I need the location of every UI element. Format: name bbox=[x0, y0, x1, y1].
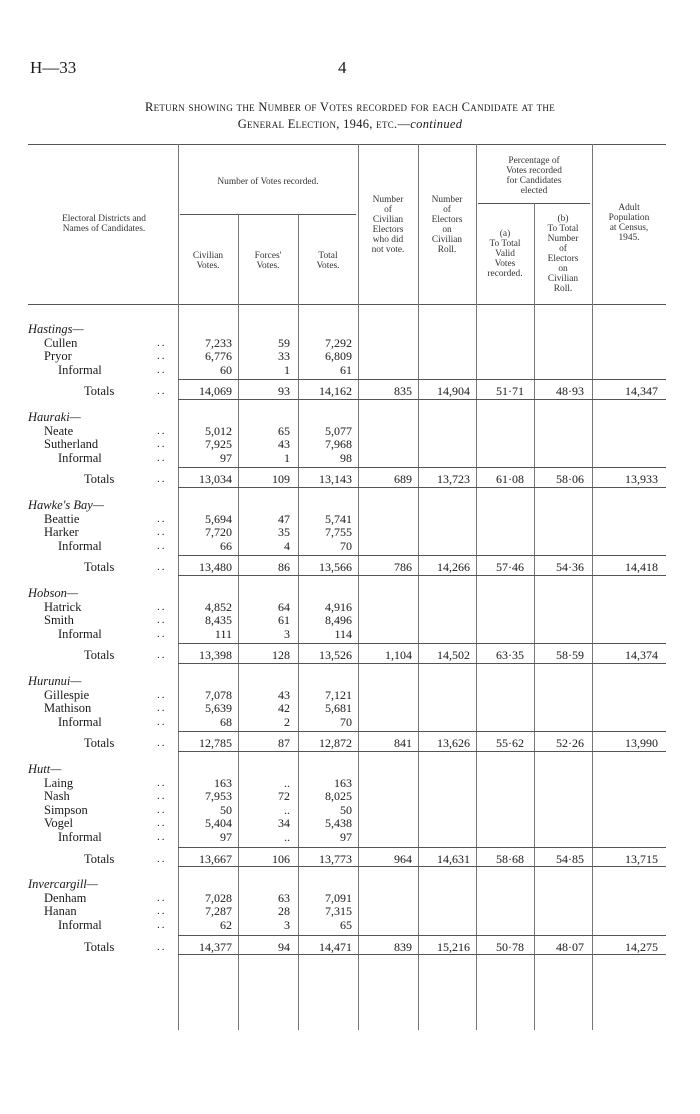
header-percent-electors-line: Number bbox=[547, 234, 579, 244]
header-percentage-group-line: Votes recorded bbox=[506, 166, 562, 176]
header-electors-on-roll bbox=[418, 195, 476, 255]
forces-votes: .. bbox=[284, 802, 290, 817]
header-adult-population-line: 1945. bbox=[618, 233, 640, 243]
header-percent-valid-votes-line: Valid bbox=[495, 249, 515, 259]
totals-percent-electors: 48·07 bbox=[556, 939, 584, 954]
header-number-of-votes bbox=[178, 177, 358, 187]
header-electors-on-roll-line: Civilian bbox=[431, 235, 463, 245]
district-name: Hawke's Bay— bbox=[28, 498, 104, 512]
header-percent-electors-line: of bbox=[559, 244, 567, 254]
totals-label: Totals bbox=[84, 939, 115, 954]
forces-votes: 64 bbox=[278, 599, 290, 614]
totals-forces-votes: 93 bbox=[278, 384, 290, 399]
forces-votes: 33 bbox=[278, 349, 290, 364]
totals-top-rule bbox=[178, 643, 666, 644]
totals-top-rule bbox=[178, 555, 666, 556]
forces-votes: 1 bbox=[284, 362, 290, 377]
total-votes: 65 bbox=[340, 918, 352, 932]
forces-votes: 34 bbox=[278, 816, 290, 831]
totals-did-not-vote: 835 bbox=[394, 384, 412, 399]
forces-votes: .. bbox=[284, 830, 290, 844]
column-rule bbox=[534, 203, 535, 1030]
total-votes: 114 bbox=[334, 626, 352, 641]
header-electors-on-roll-line: of bbox=[443, 205, 451, 215]
totals-percent-valid-votes: 63·35 bbox=[496, 648, 524, 663]
totals-forces-votes: 86 bbox=[278, 560, 290, 575]
leader-dots: .. bbox=[157, 438, 167, 451]
totals-electors-on-roll: 14,266 bbox=[437, 560, 470, 575]
header-number-of-votes-line: Number of Votes recorded. bbox=[217, 177, 319, 187]
leader-dots: .. bbox=[157, 919, 167, 931]
header-did-not-vote bbox=[358, 195, 418, 255]
totals-electors-on-roll: 14,502 bbox=[437, 648, 470, 663]
totals-civilian-votes: 13,667 bbox=[199, 851, 232, 866]
totals-forces-votes: 109 bbox=[272, 472, 290, 487]
leader-dots: .. bbox=[157, 817, 167, 830]
header-percent-valid-votes-line: (a) bbox=[499, 229, 511, 239]
header-top-rule bbox=[28, 144, 666, 145]
candidate-name: Vogel bbox=[44, 816, 73, 831]
candidate-name: Informal bbox=[58, 362, 102, 377]
header-percent-electors bbox=[534, 214, 592, 294]
leader-dots: .. bbox=[157, 363, 167, 376]
header-percent-valid-votes-line: Votes bbox=[494, 259, 516, 269]
candidate-name: Cullen bbox=[44, 335, 78, 350]
district-name: Hurunui— bbox=[28, 674, 82, 688]
district-name: Hutt— bbox=[28, 762, 62, 776]
totals-electors-on-roll: 13,626 bbox=[437, 736, 470, 751]
total-votes: 5,438 bbox=[325, 816, 352, 831]
votes-group-rule bbox=[180, 214, 356, 215]
total-votes: 70 bbox=[340, 714, 352, 729]
header-percentage-group bbox=[476, 156, 592, 196]
total-votes: 7,968 bbox=[325, 437, 352, 452]
leader-dots: .. bbox=[157, 905, 167, 918]
header-percent-valid-votes bbox=[476, 229, 534, 279]
totals-did-not-vote: 841 bbox=[394, 736, 412, 751]
header-bottom-rule bbox=[28, 304, 666, 305]
totals-total-votes: 13,143 bbox=[319, 472, 352, 487]
totals-adult-population: 14,347 bbox=[625, 384, 658, 399]
totals-forces-votes: 94 bbox=[278, 939, 290, 954]
header-total-votes-line: Total bbox=[318, 251, 338, 261]
table-title-line-2 bbox=[20, 116, 680, 133]
candidate-name: Denham bbox=[44, 890, 87, 905]
candidate-name: Smith bbox=[44, 613, 74, 628]
civilian-votes: 60 bbox=[220, 362, 232, 377]
candidate-name: Informal bbox=[58, 714, 102, 729]
leader-dots: .. bbox=[157, 512, 167, 525]
totals-adult-population: 14,275 bbox=[625, 939, 658, 954]
forces-votes: 35 bbox=[278, 525, 290, 540]
header-percent-electors-line: Civilian bbox=[547, 274, 579, 284]
candidate-name: Informal bbox=[58, 450, 102, 465]
leader-dots: .. bbox=[157, 561, 167, 574]
table-title-line-1: Return showing the Number of Votes recorded for each Candidate at the bbox=[144, 100, 556, 114]
totals-total-votes: 13,566 bbox=[319, 560, 352, 575]
totals-total-votes: 12,872 bbox=[319, 736, 352, 751]
totals-label: Totals bbox=[84, 851, 115, 866]
civilian-votes: 7,953 bbox=[205, 789, 232, 804]
candidate-name: Simpson bbox=[44, 802, 88, 817]
total-votes: 5,077 bbox=[325, 423, 352, 438]
header-electoral-districts bbox=[36, 214, 172, 234]
candidate-name: Informal bbox=[58, 918, 102, 932]
total-votes: 70 bbox=[340, 538, 352, 553]
total-votes: 98 bbox=[340, 450, 352, 465]
leader-dots: .. bbox=[157, 940, 167, 953]
header-electors-on-roll-line: on bbox=[442, 225, 452, 235]
total-votes: 97 bbox=[340, 830, 352, 844]
totals-label: Totals bbox=[84, 736, 115, 751]
totals-percent-electors: 48·93 bbox=[556, 384, 584, 399]
header-percent-valid-votes-line: To Total bbox=[489, 239, 521, 249]
forces-votes: 43 bbox=[278, 687, 290, 702]
leader-dots: .. bbox=[157, 702, 167, 715]
candidate-name: Sutherland bbox=[44, 437, 99, 452]
header-percent-electors-line: (b) bbox=[557, 214, 569, 224]
totals-did-not-vote: 689 bbox=[394, 472, 412, 487]
forces-votes: 47 bbox=[278, 511, 290, 526]
totals-adult-population: 13,715 bbox=[625, 851, 658, 866]
candidate-name: Hatrick bbox=[44, 599, 82, 614]
candidate-name: Mathison bbox=[44, 701, 92, 716]
totals-total-votes: 14,471 bbox=[319, 939, 352, 954]
leader-dots: .. bbox=[157, 473, 167, 486]
forces-votes: .. bbox=[284, 775, 290, 790]
forces-votes: 3 bbox=[284, 626, 290, 641]
leader-dots: .. bbox=[157, 336, 167, 349]
forces-votes: 59 bbox=[278, 335, 290, 350]
header-total-votes-line: Votes. bbox=[316, 261, 340, 271]
header-electoral-districts-line: Electoral Districts and bbox=[62, 214, 146, 224]
totals-civilian-votes: 14,377 bbox=[199, 939, 232, 954]
leader-dots: .. bbox=[157, 539, 167, 552]
candidate-name: Informal bbox=[58, 626, 102, 641]
totals-bottom-rule bbox=[178, 663, 666, 664]
totals-civilian-votes: 13,398 bbox=[199, 648, 232, 663]
leader-dots: .. bbox=[157, 852, 167, 865]
column-rule bbox=[592, 144, 593, 1030]
header-civilian-votes-line: Votes. bbox=[196, 261, 220, 271]
totals-top-rule bbox=[178, 935, 666, 936]
totals-top-rule bbox=[178, 847, 666, 848]
header-adult-population-line: Population bbox=[608, 213, 650, 223]
civilian-votes: 5,694 bbox=[205, 511, 232, 526]
civilian-votes: 50 bbox=[220, 802, 232, 817]
forces-votes: 4 bbox=[284, 538, 290, 553]
totals-civilian-votes: 12,785 bbox=[199, 736, 232, 751]
civilian-votes: 5,012 bbox=[205, 423, 232, 438]
civilian-votes: 4,852 bbox=[205, 599, 232, 614]
district-name: Invercargill— bbox=[28, 877, 98, 892]
column-rule bbox=[418, 144, 419, 1030]
district-name: Hauraki— bbox=[28, 410, 81, 424]
leader-dots: .. bbox=[157, 737, 167, 750]
totals-adult-population: 14,418 bbox=[625, 560, 658, 575]
header-did-not-vote-line: of bbox=[384, 205, 392, 215]
totals-adult-population: 14,374 bbox=[625, 648, 658, 663]
header-forces-votes-line: Forces' bbox=[254, 251, 282, 261]
totals-label: Totals bbox=[84, 384, 115, 399]
district-name: Hastings— bbox=[28, 322, 84, 336]
totals-total-votes: 13,526 bbox=[319, 648, 352, 663]
title-continued: continued bbox=[410, 117, 463, 131]
civilian-votes: 7,028 bbox=[205, 890, 232, 905]
total-votes: 7,292 bbox=[325, 335, 352, 350]
header-percent-electors-line: To Total bbox=[547, 224, 579, 234]
totals-total-votes: 14,162 bbox=[319, 384, 352, 399]
totals-label: Totals bbox=[84, 472, 115, 487]
header-electors-on-roll-line: Electors bbox=[431, 215, 463, 225]
totals-forces-votes: 106 bbox=[272, 851, 290, 866]
leader-dots: .. bbox=[157, 600, 167, 613]
forces-votes: 65 bbox=[278, 423, 290, 438]
total-votes: 5,681 bbox=[325, 701, 352, 716]
totals-electors-on-roll: 15,216 bbox=[437, 939, 470, 954]
totals-forces-votes: 128 bbox=[272, 648, 290, 663]
candidate-name: Gillespie bbox=[44, 687, 90, 702]
civilian-votes: 7,287 bbox=[205, 904, 232, 919]
leader-dots: .. bbox=[157, 715, 167, 728]
header-did-not-vote-line: Electors bbox=[372, 225, 404, 235]
header-percentage-group-line: elected bbox=[520, 186, 548, 196]
totals-percent-valid-votes: 57·46 bbox=[496, 560, 524, 575]
civilian-votes: 7,233 bbox=[205, 335, 232, 350]
page-number: 4 bbox=[338, 58, 347, 77]
header-did-not-vote-line: who did bbox=[372, 235, 404, 245]
total-votes: 7,121 bbox=[325, 687, 352, 702]
header-forces-votes bbox=[238, 251, 298, 271]
header-percent-valid-votes-line: recorded. bbox=[487, 269, 523, 279]
forces-votes: 42 bbox=[278, 701, 290, 716]
header-electoral-districts-line: Names of Candidates. bbox=[62, 224, 146, 234]
totals-bottom-rule bbox=[178, 399, 666, 400]
forces-votes: 61 bbox=[278, 613, 290, 628]
civilian-votes: 163 bbox=[214, 775, 232, 790]
leader-dots: .. bbox=[157, 891, 167, 904]
header-percentage-group-line: Percentage of bbox=[508, 156, 560, 166]
candidate-name: Laing bbox=[44, 775, 74, 790]
civilian-votes: 97 bbox=[220, 830, 232, 844]
total-votes: 7,315 bbox=[325, 904, 352, 919]
header-did-not-vote-line: Civilian bbox=[372, 215, 404, 225]
leader-dots: .. bbox=[157, 776, 167, 789]
totals-electors-on-roll: 14,904 bbox=[437, 384, 470, 399]
total-votes: 6,809 bbox=[325, 349, 352, 364]
totals-did-not-vote: 839 bbox=[394, 939, 412, 954]
civilian-votes: 62 bbox=[220, 918, 232, 932]
candidate-name: Beattie bbox=[44, 511, 80, 526]
totals-bottom-rule bbox=[178, 751, 666, 752]
leader-dots: .. bbox=[157, 614, 167, 627]
totals-percent-valid-votes: 51·71 bbox=[496, 384, 524, 399]
totals-did-not-vote: 1,104 bbox=[385, 648, 412, 663]
header-forces-votes-line: Votes. bbox=[256, 261, 280, 271]
district-name: Hobson— bbox=[28, 586, 79, 600]
header-adult-population-line: at Census, bbox=[609, 223, 649, 233]
total-votes: 8,025 bbox=[325, 789, 352, 804]
totals-electors-on-roll: 13,723 bbox=[437, 472, 470, 487]
leader-dots: .. bbox=[157, 790, 167, 803]
header-civilian-votes-line: Civilian bbox=[192, 251, 224, 261]
candidate-name: Informal bbox=[58, 538, 102, 553]
totals-percent-valid-votes: 61·08 bbox=[496, 472, 524, 487]
header-percent-electors-line: Electors bbox=[547, 254, 579, 264]
total-votes: 4,916 bbox=[325, 599, 352, 614]
header-percentage-group-line: for Candidates bbox=[506, 176, 562, 186]
civilian-votes: 68 bbox=[220, 714, 232, 729]
header-adult-population-line: Adult bbox=[618, 203, 640, 213]
total-votes: 163 bbox=[334, 775, 352, 790]
forces-votes: 63 bbox=[278, 890, 290, 905]
leader-dots: .. bbox=[157, 424, 167, 437]
header-total-votes bbox=[298, 251, 358, 271]
column-rule bbox=[358, 144, 359, 1030]
forces-votes: 28 bbox=[278, 904, 290, 919]
civilian-votes: 6,776 bbox=[205, 349, 232, 364]
total-votes: 61 bbox=[340, 362, 352, 377]
header-percent-electors-line: Roll. bbox=[553, 284, 573, 294]
civilian-votes: 111 bbox=[214, 626, 232, 641]
candidate-name: Neate bbox=[44, 423, 74, 438]
totals-bottom-rule bbox=[178, 954, 666, 955]
totals-bottom-rule bbox=[178, 575, 666, 576]
totals-percent-electors: 58·59 bbox=[556, 648, 584, 663]
total-votes: 5,741 bbox=[325, 511, 352, 526]
totals-percent-electors: 58·06 bbox=[556, 472, 584, 487]
totals-bottom-rule bbox=[178, 487, 666, 488]
civilian-votes: 8,435 bbox=[205, 613, 232, 628]
totals-forces-votes: 87 bbox=[278, 736, 290, 751]
header-percent-electors-line: on bbox=[558, 264, 568, 274]
document-reference: H—33 bbox=[30, 58, 77, 77]
civilian-votes: 5,404 bbox=[205, 816, 232, 831]
leader-dots: .. bbox=[157, 803, 167, 816]
totals-label: Totals bbox=[84, 648, 115, 663]
totals-total-votes: 13,773 bbox=[319, 851, 352, 866]
civilian-votes: 97 bbox=[220, 450, 232, 465]
totals-adult-population: 13,990 bbox=[625, 736, 658, 751]
civilian-votes: 7,078 bbox=[205, 687, 232, 702]
total-votes: 8,496 bbox=[325, 613, 352, 628]
totals-label: Totals bbox=[84, 560, 115, 575]
totals-percent-valid-votes: 50·78 bbox=[496, 939, 524, 954]
total-votes: 50 bbox=[340, 802, 352, 817]
candidate-name: Nash bbox=[44, 789, 70, 804]
leader-dots: .. bbox=[157, 385, 167, 398]
header-did-not-vote-line: Number bbox=[372, 195, 404, 205]
totals-civilian-votes: 14,069 bbox=[199, 384, 232, 399]
candidate-name: Pryor bbox=[44, 349, 72, 364]
candidate-name: Informal bbox=[58, 830, 102, 844]
forces-votes: 2 bbox=[284, 714, 290, 729]
candidate-name: Hanan bbox=[44, 904, 77, 919]
total-votes: 7,755 bbox=[325, 525, 352, 540]
leader-dots: .. bbox=[157, 451, 167, 464]
header-did-not-vote-line: not vote. bbox=[371, 245, 405, 255]
leader-dots: .. bbox=[157, 350, 167, 363]
totals-percent-valid-votes: 58·68 bbox=[496, 851, 524, 866]
candidate-name: Harker bbox=[44, 525, 79, 540]
totals-adult-population: 13,933 bbox=[625, 472, 658, 487]
totals-percent-electors: 54·85 bbox=[556, 851, 584, 866]
leader-dots: .. bbox=[157, 831, 167, 843]
leader-dots: .. bbox=[157, 649, 167, 662]
totals-top-rule bbox=[178, 467, 666, 468]
totals-did-not-vote: 964 bbox=[394, 851, 412, 866]
leader-dots: .. bbox=[157, 526, 167, 539]
header-electors-on-roll-line: Roll. bbox=[437, 245, 457, 255]
total-votes: 7,091 bbox=[325, 890, 352, 905]
forces-votes: 43 bbox=[278, 437, 290, 452]
header-electors-on-roll-line: Number bbox=[431, 195, 463, 205]
header-adult-population bbox=[592, 203, 666, 243]
totals-percent-electors: 54·36 bbox=[556, 560, 584, 575]
forces-votes: 72 bbox=[278, 789, 290, 804]
title-text: General Election, 1946, etc.— bbox=[237, 117, 411, 131]
totals-did-not-vote: 786 bbox=[394, 560, 412, 575]
forces-votes: 3 bbox=[284, 918, 290, 932]
forces-votes: 1 bbox=[284, 450, 290, 465]
totals-electors-on-roll: 14,631 bbox=[437, 851, 470, 866]
totals-percent-valid-votes: 55·62 bbox=[496, 736, 524, 751]
totals-bottom-rule bbox=[178, 866, 666, 867]
civilian-votes: 66 bbox=[220, 538, 232, 553]
totals-top-rule bbox=[178, 379, 666, 380]
civilian-votes: 5,639 bbox=[205, 701, 232, 716]
civilian-votes: 7,720 bbox=[205, 525, 232, 540]
totals-civilian-votes: 13,480 bbox=[199, 560, 232, 575]
totals-percent-electors: 52·26 bbox=[556, 736, 584, 751]
leader-dots: .. bbox=[157, 627, 167, 640]
totals-civilian-votes: 13,034 bbox=[199, 472, 232, 487]
totals-top-rule bbox=[178, 731, 666, 732]
leader-dots: .. bbox=[157, 688, 167, 701]
civilian-votes: 7,925 bbox=[205, 437, 232, 452]
header-civilian-votes bbox=[178, 251, 238, 271]
